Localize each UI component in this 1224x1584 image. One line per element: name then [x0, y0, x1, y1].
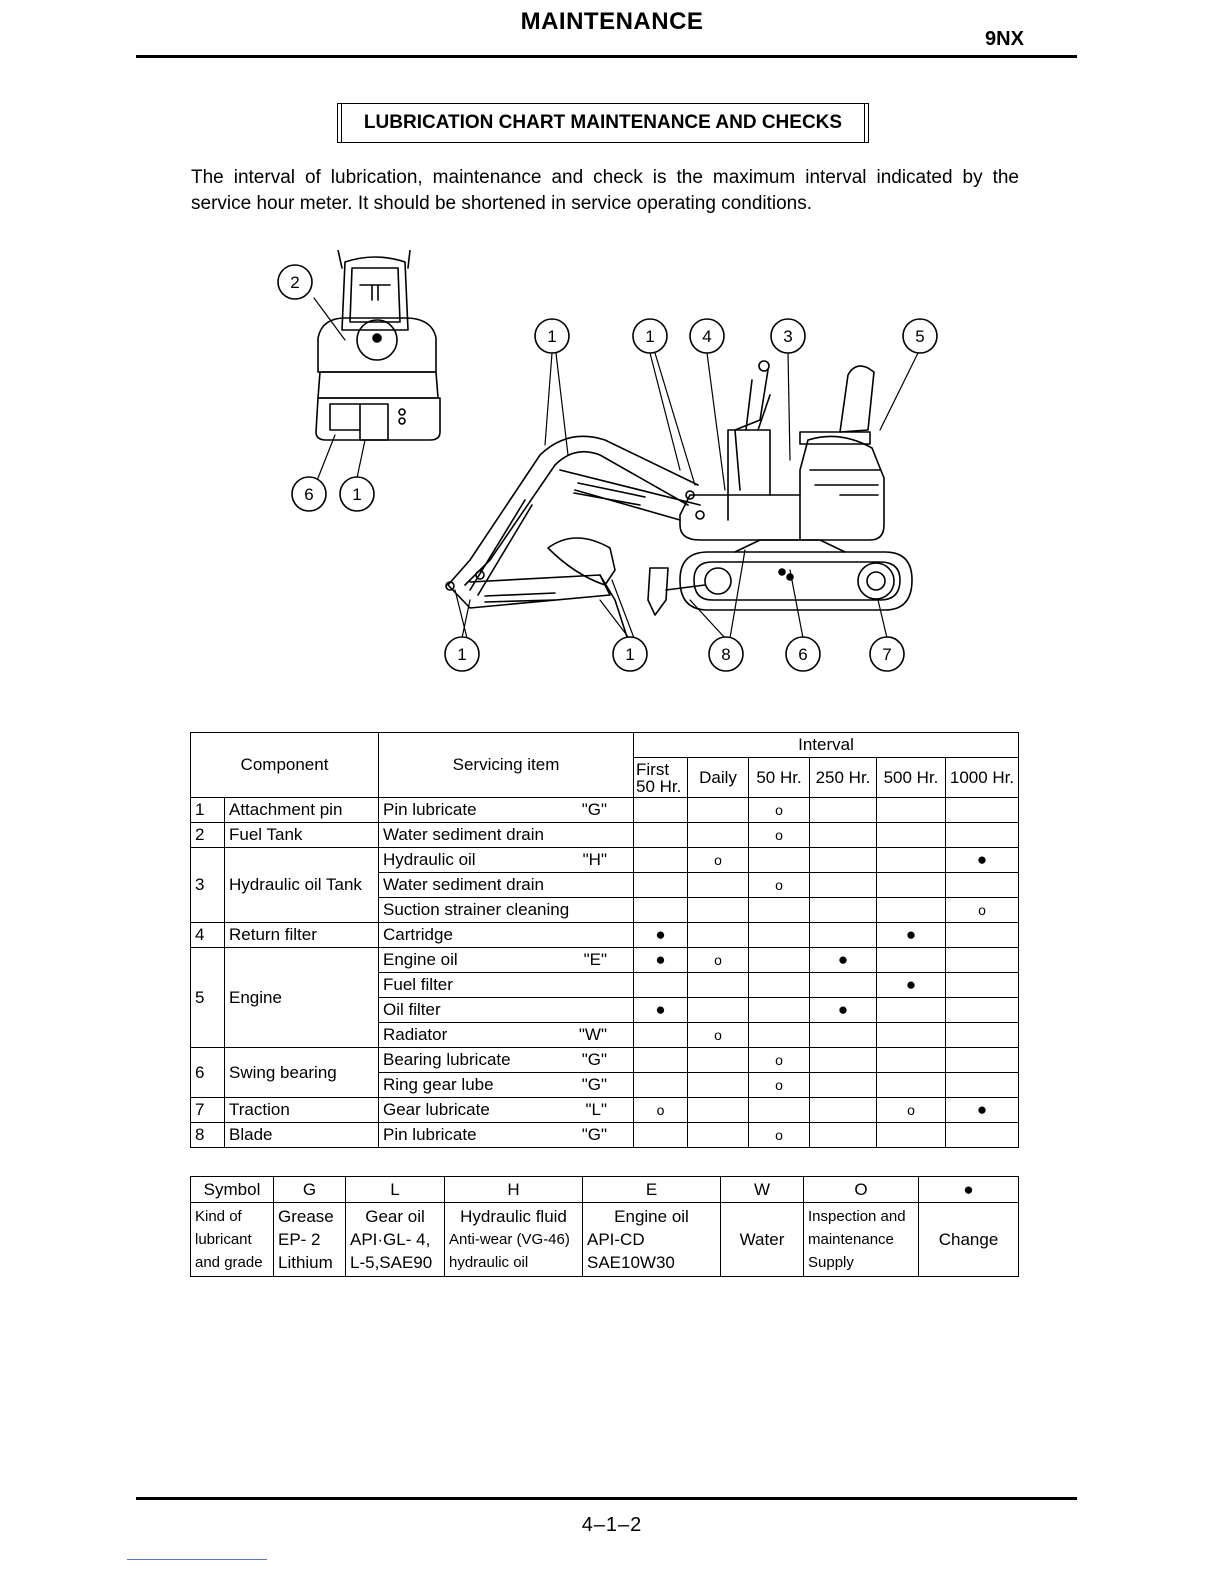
lubricant-kind-label: Kind of lubricant and grade: [191, 1203, 274, 1277]
hydraulic-fluid-spec: Hydraulic fluid Anti-wear (VG-46) hydraulic oil: [445, 1203, 583, 1277]
table-row: [191, 1098, 1019, 1123]
header-daily: Daily: [688, 758, 749, 798]
mark-inspect: o: [877, 1098, 946, 1123]
intro-paragraph: [191, 165, 1019, 217]
intro-line-1: The interval of lubrication, maintenance and check is the maximum interval indicated by the: [191, 167, 1019, 188]
row-number: 8: [191, 1123, 225, 1148]
component-name: Attachment pin: [225, 798, 379, 823]
symbol-change: ●: [919, 1177, 1019, 1203]
header-250hr: 250 Hr.: [810, 758, 877, 798]
corner-mark: [127, 1559, 267, 1560]
model-code: 9NX: [985, 28, 1024, 50]
mark-change: ●: [810, 998, 877, 1023]
symbol-o: O: [804, 1177, 919, 1203]
table-row: [191, 1177, 1019, 1203]
row-number: 2: [191, 823, 225, 848]
header-first-50hr: First 50 Hr.: [634, 758, 688, 798]
mark-inspect: o: [688, 1023, 749, 1048]
component-name: Return filter: [225, 923, 379, 948]
mark-change: ●: [810, 948, 877, 973]
row-number: 5: [191, 948, 225, 1048]
callout-7-bottom: 7: [882, 645, 892, 664]
side-view-drawing: [446, 361, 912, 640]
table-row: [191, 923, 1019, 948]
mark-inspect: o: [634, 1098, 688, 1123]
excavator-illustration: [260, 250, 960, 680]
engine-oil-spec: Engine oil API-CD SAE10W30: [583, 1203, 721, 1277]
table-row: [191, 1203, 1019, 1277]
lubricant-symbol-table: [190, 1176, 1019, 1277]
callout-4-top: 4: [702, 327, 712, 346]
symbol-h: H: [445, 1177, 583, 1203]
servicing-item: Gear lubricate "L": [379, 1098, 634, 1123]
callout-2-front: 2: [290, 273, 300, 292]
callout-3-top: 3: [783, 327, 793, 346]
header-50hr: 50 Hr.: [749, 758, 810, 798]
header-interval: Interval: [634, 733, 1019, 758]
component-name: Swing bearing: [225, 1048, 379, 1098]
servicing-item: Engine oil "E": [379, 948, 634, 973]
symbol-label: Symbol: [191, 1177, 274, 1203]
header-1000hr: 1000 Hr.: [946, 758, 1019, 798]
section-title-box: [337, 103, 869, 143]
header-component: Component: [191, 733, 379, 798]
callout-leader-lines: [314, 298, 918, 638]
table-row: [191, 1048, 1019, 1073]
callout-1-top-b: 1: [645, 327, 655, 346]
callout-1-top-a: 1: [547, 327, 557, 346]
component-name: Engine: [225, 948, 379, 1048]
mark-inspect: o: [946, 898, 1019, 923]
table-row: [191, 798, 1019, 823]
callout-1-front: 1: [352, 485, 362, 504]
servicing-item: Ring gear lube "G": [379, 1073, 634, 1098]
servicing-item: Oil filter: [379, 998, 634, 1023]
mark-inspect: o: [749, 1073, 810, 1098]
component-name: Traction: [225, 1098, 379, 1123]
gear-oil-spec: Gear oil API·GL- 4, L-5,SAE90: [346, 1203, 445, 1277]
servicing-item: Bearing lubricate "G": [379, 1048, 634, 1073]
mark-change: ●: [946, 848, 1019, 873]
row-number: 7: [191, 1098, 225, 1123]
front-view-drawing: [316, 250, 440, 440]
header-servicing-item: Servicing item: [379, 733, 634, 798]
servicing-item: Cartridge: [379, 923, 634, 948]
component-name: Fuel Tank: [225, 823, 379, 848]
header-rule: [136, 55, 1077, 58]
table-row: [191, 1123, 1019, 1148]
mark-inspect: o: [749, 1048, 810, 1073]
callout-6-bottom: 6: [798, 645, 808, 664]
mark-change: ●: [877, 923, 946, 948]
servicing-item: Hydraulic oil "H": [379, 848, 634, 873]
mark-inspect: o: [749, 798, 810, 823]
servicing-item: Fuel filter: [379, 973, 634, 998]
change-spec: Change: [919, 1203, 1019, 1277]
servicing-item: Water sediment drain: [379, 873, 634, 898]
servicing-item: Suction strainer cleaning: [379, 898, 634, 923]
component-name: Blade: [225, 1123, 379, 1148]
mark-inspect: o: [749, 873, 810, 898]
table-row: [191, 848, 1019, 873]
page-number: 4–1–2: [581, 1514, 643, 1536]
footer-rule: [136, 1497, 1077, 1500]
callout-6-front: 6: [304, 485, 314, 504]
water-spec: Water: [721, 1203, 804, 1277]
row-number: 4: [191, 923, 225, 948]
table-row: [191, 948, 1019, 973]
callout-1-bottom-a: 1: [457, 645, 467, 664]
header-500hr: 500 Hr.: [877, 758, 946, 798]
servicing-item: Pin lubricate "G": [379, 798, 634, 823]
row-number: 6: [191, 1048, 225, 1098]
mark-change: ●: [877, 973, 946, 998]
mark-change: ●: [634, 998, 688, 1023]
mark-change: ●: [634, 923, 688, 948]
mark-change: ●: [634, 948, 688, 973]
row-number: 1: [191, 798, 225, 823]
intro-line-2: service hour meter. It should be shortened in service operating conditions.: [191, 193, 813, 214]
page-title: MAINTENANCE: [520, 8, 704, 35]
symbol-w: W: [721, 1177, 804, 1203]
lubrication-interval-table: [190, 732, 1019, 1148]
symbol-e: E: [583, 1177, 721, 1203]
mark-inspect: o: [749, 823, 810, 848]
table-row: [191, 823, 1019, 848]
callout-5-top: 5: [915, 327, 925, 346]
section-title: LUBRICATION CHART MAINTENANCE AND CHECKS: [341, 104, 865, 142]
mark-change: ●: [946, 1098, 1019, 1123]
symbol-l: L: [346, 1177, 445, 1203]
component-name: Hydraulic oil Tank: [225, 848, 379, 923]
mark-inspect: o: [688, 848, 749, 873]
callout-1-bottom-b: 1: [625, 645, 635, 664]
row-number: 3: [191, 848, 225, 923]
symbol-g: G: [274, 1177, 346, 1203]
servicing-item: Water sediment drain: [379, 823, 634, 848]
mark-inspect: o: [688, 948, 749, 973]
servicing-item: Radiator "W": [379, 1023, 634, 1048]
callout-8-bottom: 8: [721, 645, 731, 664]
servicing-item: Pin lubricate "G": [379, 1123, 634, 1148]
mark-inspect: o: [749, 1123, 810, 1148]
grease-spec: Grease EP- 2 Lithium: [274, 1203, 346, 1277]
inspection-spec: Inspection and maintenance Supply: [804, 1203, 919, 1277]
